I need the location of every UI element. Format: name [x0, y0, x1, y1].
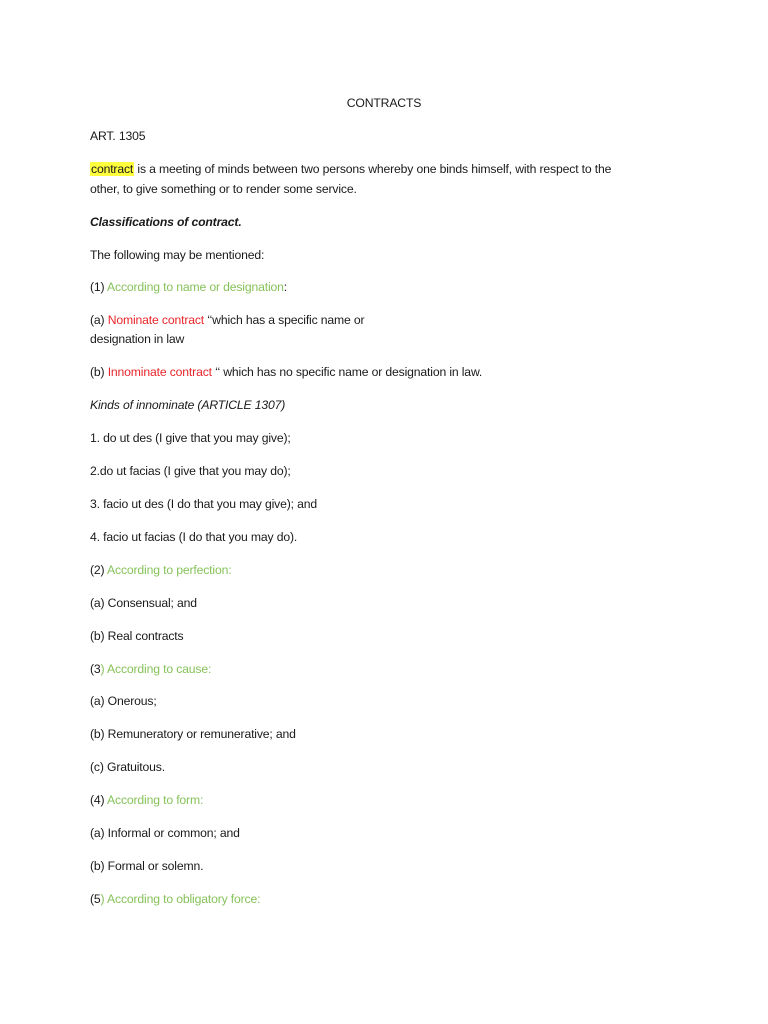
kind-item: 2.do ut facias (I give that you may do); [90, 464, 291, 478]
definition-text: is a meeting of minds between two persons whereby one binds himself, with respect to the [134, 162, 612, 176]
highlighted-term: contract [91, 162, 134, 176]
section-colon: : [283, 280, 288, 294]
nominate-line-1 [90, 312, 364, 328]
section-number: (1) [90, 280, 108, 294]
kind-item: 3. facio ut des (I do that you may give); and [90, 497, 317, 511]
section-3-heading [90, 661, 211, 677]
section-5-heading [90, 891, 260, 907]
section-4-heading [90, 792, 203, 808]
nominate-description: ‘‘which has a specific name or [204, 313, 365, 327]
section-label: ) According to cause: [100, 662, 212, 676]
innominate-line [90, 364, 482, 380]
list-item: (a) Onerous; [90, 694, 157, 708]
list-item: (b) Formal or solemn. [90, 859, 204, 873]
list-item: (c) Gratuitous. [90, 760, 165, 774]
kinds-heading: Kinds of innominate (ARTICLE 1307) [90, 398, 286, 412]
definition-line-1 [90, 161, 611, 177]
classifications-heading: Classifications of contract. [90, 215, 242, 229]
item-prefix: (b) [90, 365, 108, 379]
section-number: (2) [90, 563, 108, 577]
section-label: According to perfection: [107, 563, 232, 577]
section-number: (5 [90, 892, 101, 906]
section-label: ) According to obligatory force: [100, 892, 261, 906]
item-prefix: (a) [90, 313, 108, 327]
list-item: (b) Real contracts [90, 629, 184, 643]
section-number: (3 [90, 662, 101, 676]
kind-item: 4. facio ut facias (I do that you may do). [90, 530, 298, 544]
innominate-term: Innominate contract [107, 365, 212, 379]
innominate-description: ‘‘ which has no specific name or designation in law. [211, 365, 483, 379]
section-1-heading [90, 279, 287, 295]
section-number: (4) [90, 793, 108, 807]
definition-line-2: other, to give something or to render some service. [90, 182, 357, 196]
document-title: CONTRACTS [346, 96, 422, 110]
section-2-heading [90, 562, 231, 578]
article-number: ART. 1305 [90, 129, 146, 143]
kind-item: 1. do ut des (I give that you may give); [90, 431, 291, 445]
nominate-line-2: designation in law [90, 332, 185, 346]
section-label: According to form: [107, 793, 204, 807]
list-item: (a) Consensual; and [90, 596, 197, 610]
nominate-term: Nominate contract [107, 313, 205, 327]
following-text: The following may be mentioned: [90, 248, 265, 262]
list-item: (b) Remuneratory or remunerative; and [90, 727, 296, 741]
list-item: (a) Informal or common; and [90, 826, 240, 840]
section-label: According to name or designation [107, 280, 284, 294]
